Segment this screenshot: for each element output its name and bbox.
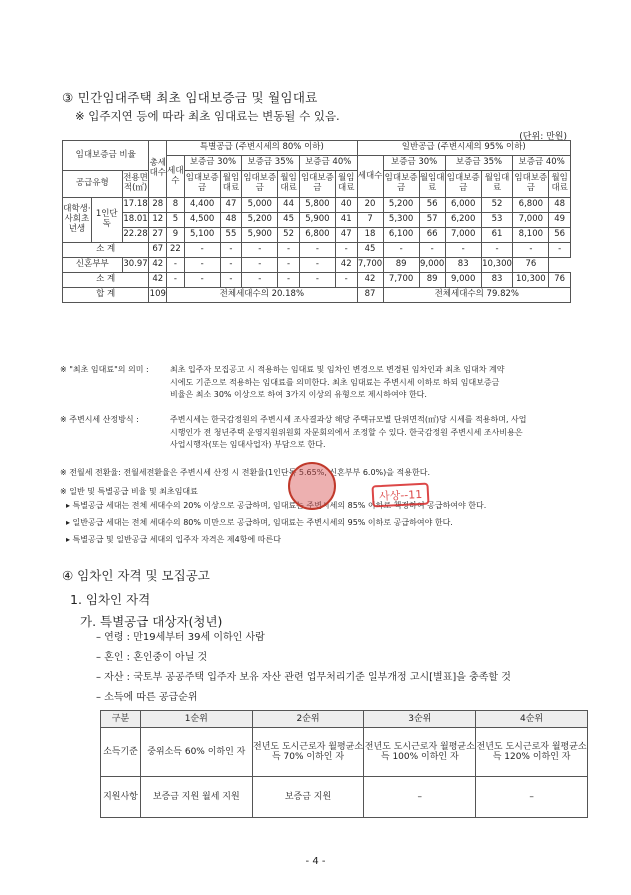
table-cell: - (481, 243, 513, 258)
table-cell: 76 (513, 258, 549, 273)
table-cell: - (167, 258, 184, 273)
table-cell: 66 (419, 228, 445, 243)
table-cell: 89 (419, 273, 445, 288)
table-cell: 83 (481, 273, 513, 288)
table-cell: 55 (220, 228, 242, 243)
table-row (101, 728, 588, 777)
table-cell: 22.28 (122, 228, 149, 243)
footnote-2-text (170, 414, 575, 452)
table-cell: - (184, 243, 220, 258)
newlywed-row (63, 258, 571, 273)
table-cell: 5,800 (299, 198, 335, 213)
table-cell: 12 (149, 213, 167, 228)
header-monthly: 월임대료 (278, 171, 300, 198)
table-header: 3순위 (364, 711, 476, 728)
table-cell: 합 계 (63, 288, 149, 303)
table-cell: 보증금 지원 월세 지원 (140, 777, 252, 818)
table-cell: - (278, 273, 300, 288)
table-cell: 4,400 (184, 198, 220, 213)
table-cell: 18 (357, 228, 383, 243)
table-cell: 40 (335, 198, 357, 213)
table-cell: – (364, 777, 476, 818)
table-cell: 5,100 (184, 228, 220, 243)
table-cell: - (549, 243, 571, 258)
footnote-line: 시에도 기준으로 적용하는 임대료를 의미한다. 최초 임대료는 주변시세 이하로 하되 임대보증금 (170, 377, 500, 387)
qualification-list (96, 628, 586, 708)
table-cell: 지원사항 (101, 777, 141, 818)
seal-stamp-icon (288, 462, 336, 510)
table-row (63, 228, 571, 243)
table-cell: 5,000 (242, 198, 278, 213)
table-cell: 소 계 (63, 243, 149, 258)
table-cell: 42 (149, 273, 167, 288)
table-cell: - (220, 273, 242, 288)
table-cell: 87 (357, 288, 383, 303)
table-cell: 42 (335, 258, 357, 273)
header-general-dep40: 보증금 40% (513, 156, 571, 171)
table-cell: 5,200 (383, 198, 419, 213)
table-cell: 6,800 (299, 228, 335, 243)
header-monthly: 월임대료 (335, 171, 357, 198)
header-area: 전용면적(㎡) (122, 171, 149, 198)
header-deposit: 임대보증금 (513, 171, 549, 198)
group-single: 1인단독 (91, 198, 122, 243)
table-cell: 28 (149, 198, 167, 213)
table-cell: 6,100 (383, 228, 419, 243)
footnote-4: ※ 일반 및 특별공급 비율 및 최초임대료 (60, 487, 198, 496)
table-cell: 6,200 (445, 213, 481, 228)
table-header: 구분 (101, 711, 141, 728)
table-cell: 9 (167, 228, 184, 243)
table-cell: 7,700 (357, 258, 383, 273)
header-monthly: 월임대료 (481, 171, 513, 198)
header-general-dep35: 보증금 35% (445, 156, 513, 171)
table-cell: - (299, 243, 335, 258)
table-cell: - (299, 258, 335, 273)
table-cell: 5,300 (383, 213, 419, 228)
table-cell: 49 (549, 213, 571, 228)
header-monthly: 월임대료 (549, 171, 571, 198)
table-cell: 중위소득 60% 이하인 자 (140, 728, 252, 777)
section-3-title: ③ 민간임대주택 최초 임대보증금 및 월임대료 (62, 90, 318, 105)
page-number: - 4 - (305, 856, 326, 867)
table-cell: 48 (220, 213, 242, 228)
table-cell: 17.18 (122, 198, 149, 213)
table-cell: 6,000 (445, 198, 481, 213)
table-cell: 9,000 (419, 258, 445, 273)
table-cell: 4,500 (184, 213, 220, 228)
table-header: 4순위 (476, 711, 588, 728)
table-cell: - (445, 243, 481, 258)
table-cell: 56 (549, 228, 571, 243)
subtotal-row (63, 273, 571, 288)
table-cell: - (513, 243, 549, 258)
table-cell: 7,700 (383, 273, 419, 288)
table-cell: 6,800 (513, 198, 549, 213)
table-cell: 7,000 (513, 213, 549, 228)
table-cell: - (242, 273, 278, 288)
section-4-subtitle: 1. 임차인 자격 (70, 592, 151, 607)
table-cell: 7 (357, 213, 383, 228)
table-row (63, 213, 571, 228)
table-cell: 10,300 (481, 258, 513, 273)
header-general-units: 세대수 (357, 156, 383, 198)
header-total-units: 총세대수 (149, 141, 167, 198)
footnote-2-label: ※ 주변시세 산정방식 : (60, 415, 139, 424)
table-cell: 전체세대수의 20.18% (167, 288, 357, 303)
header-special-units: 세대수 (167, 156, 184, 198)
header-deposit: 임대보증금 (383, 171, 419, 198)
table-cell: - (419, 243, 445, 258)
table-cell: 22 (167, 243, 184, 258)
footnote-1-text (170, 364, 575, 402)
footnote-line: 최초 입주자 모집공고 시 적용하는 임대료 및 임차인 변경으로 변경된 임차인과 최초 임대차 계약 (170, 365, 505, 374)
table-cell: 7,000 (445, 228, 481, 243)
table-cell: 76 (549, 273, 571, 288)
table-cell: 8,100 (513, 228, 549, 243)
footnote-line: 비율은 최소 30% 이상으로 하여 3가지 이상의 유형으로 제시하여야 한다. (170, 390, 427, 399)
table-cell: – (476, 777, 588, 818)
group-youth: 대학생·사회초년생 (63, 198, 92, 243)
header-special-dep35: 보증금 35% (242, 156, 300, 171)
table-cell: 83 (445, 258, 481, 273)
list-item: – 연령 : 만19세부터 39세 이하인 사람 (96, 632, 265, 643)
table-cell: 89 (383, 258, 419, 273)
table-cell: 8 (167, 198, 184, 213)
table-cell: 9,000 (445, 273, 481, 288)
table-cell: 52 (278, 228, 300, 243)
table-cell: 신혼부부 (63, 258, 123, 273)
section-4-title: ④ 임차인 자격 및 모집공고 (62, 568, 210, 583)
footnote-line: 사업시행자(또는 임대사업자) 부담으로 한다. (170, 440, 326, 449)
header-special-supply: 특별공급 (주변시세의 80% 이하) (167, 141, 357, 156)
footnote-line: 시행인가 전 청년주택 운영지원위원회 자문회의에서 조정할 수 있다. 한국감정원 주변시세 조사비용은 (170, 427, 523, 437)
table-cell: 47 (335, 228, 357, 243)
total-row (63, 288, 571, 303)
table-cell: - (242, 243, 278, 258)
header-deposit: 임대보증금 (184, 171, 220, 198)
table-row (101, 777, 588, 818)
table-cell: - (335, 243, 357, 258)
table-cell: 109 (149, 288, 167, 303)
table-cell: - (220, 258, 242, 273)
table-cell: 45 (357, 243, 383, 258)
table-cell: - (278, 258, 300, 273)
list-item: ▸ 특별공급 및 일반공급 세대의 입주자 자격은 제4항에 따른다 (66, 535, 281, 544)
header-deposit: 임대보증금 (445, 171, 481, 198)
table-cell: 67 (149, 243, 167, 258)
header-supply-type: 공급유형 (63, 171, 123, 198)
header-deposit: 임대보증금 (299, 171, 335, 198)
table-cell: 전년도 도시근로자 월평균소득 70% 이하인 자 (252, 728, 364, 777)
table-cell: 44 (278, 198, 300, 213)
table-cell: 5,900 (242, 228, 278, 243)
table-cell: 5,200 (242, 213, 278, 228)
table-cell: 소득기준 (101, 728, 141, 777)
table-cell: 42 (149, 258, 167, 273)
footnote-1-label: ※ "최초 임대료"의 의미 : (60, 365, 149, 374)
table-cell: 57 (419, 213, 445, 228)
section-4-group: 가. 특별공급 대상자(청년) (80, 614, 223, 629)
footnote-line: 주변시세는 한국감정원의 주변시세 조사결과상 해당 주택규모별 단위면적(㎡)당 시세를 적용하며, 사업 (170, 415, 527, 424)
table-cell: 45 (278, 213, 300, 228)
header-monthly: 월임대료 (419, 171, 445, 198)
section-3-note: ※ 입주지연 등에 따라 최초 임대료는 변동될 수 있음. (75, 109, 340, 123)
table-cell: 27 (149, 228, 167, 243)
table-cell: 5 (167, 213, 184, 228)
table-cell: 41 (335, 213, 357, 228)
table-row (63, 198, 571, 213)
table-cell: - (383, 243, 419, 258)
table-cell: 20 (357, 198, 383, 213)
table-cell: 전년도 도시근로자 월평균소득 120% 이하인 자 (476, 728, 588, 777)
footnote-3: ※ 전월세 전환율: 전월세전환율은 주변시세 산정 시 전환율(1인단독 5.65%, 신혼부부 6.0%)을 적용한다. (60, 468, 431, 477)
table-cell: 42 (357, 273, 383, 288)
table-cell: 전체세대수의 79.82% (383, 288, 570, 303)
header-general-supply: 일반공급 (주변시세의 95% 이하) (357, 141, 570, 156)
priority-table (100, 710, 588, 818)
table-header: 2순위 (252, 711, 364, 728)
table-cell: 소 계 (63, 273, 149, 288)
list-item: – 자산 : 국토부 공공주택 입주자 보유 자산 관련 업무처리기준 일부개정 고시[별표]을 충족할 것 (96, 672, 511, 683)
table-cell: 30.97 (122, 258, 149, 273)
unit-label: (단위: 만원) (519, 132, 567, 142)
header-deposit: 임대보증금 (242, 171, 278, 198)
header-monthly: 월임대료 (220, 171, 242, 198)
table-cell: 10,300 (513, 273, 549, 288)
table-header: 1순위 (140, 711, 252, 728)
table-cell: - (220, 243, 242, 258)
approval-stamp: 사상--11 (371, 483, 429, 508)
table-cell: - (184, 258, 220, 273)
list-item: ▸ 일반공급 세대는 전체 세대수의 80% 미만으로 공급하며, 임대료는 주변시세의 95% 이하로 공급하여야 한다. (66, 518, 453, 527)
list-item: – 혼인 : 혼인중이 아닐 것 (96, 652, 208, 663)
table-cell: 48 (549, 198, 571, 213)
list-item: ▸ 특별공급 세대는 전체 세대수의 20% 이상으로 공급하며, 임대료는 주변시세의 85% 이하로 책정하여 공급하여야 한다. (66, 501, 487, 510)
header-special-dep30: 보증금 30% (184, 156, 242, 171)
header-deposit-ratio: 임대보증금 비율 (63, 141, 149, 171)
table-cell: - (184, 273, 220, 288)
subtotal-row (63, 243, 571, 258)
table-cell: 47 (220, 198, 242, 213)
list-item: – 소득에 따른 공급순위 (96, 692, 198, 703)
table-cell: - (242, 258, 278, 273)
table-cell: - (299, 273, 335, 288)
table-cell: 보증금 지원 (252, 777, 364, 818)
rent-table (62, 140, 571, 303)
table-cell: - (335, 273, 357, 288)
table-cell: 53 (481, 213, 513, 228)
header-general-dep30: 보증금 30% (383, 156, 445, 171)
table-cell: 전년도 도시근로자 월평균소득 100% 이하인 자 (364, 728, 476, 777)
table-cell: 18.01 (122, 213, 149, 228)
table-cell: 61 (481, 228, 513, 243)
table-cell: 56 (419, 198, 445, 213)
table-cell: 5,900 (299, 213, 335, 228)
table-cell: - (278, 243, 300, 258)
header-special-dep40: 보증금 40% (299, 156, 357, 171)
table-cell: 52 (481, 198, 513, 213)
table-cell: - (167, 273, 184, 288)
